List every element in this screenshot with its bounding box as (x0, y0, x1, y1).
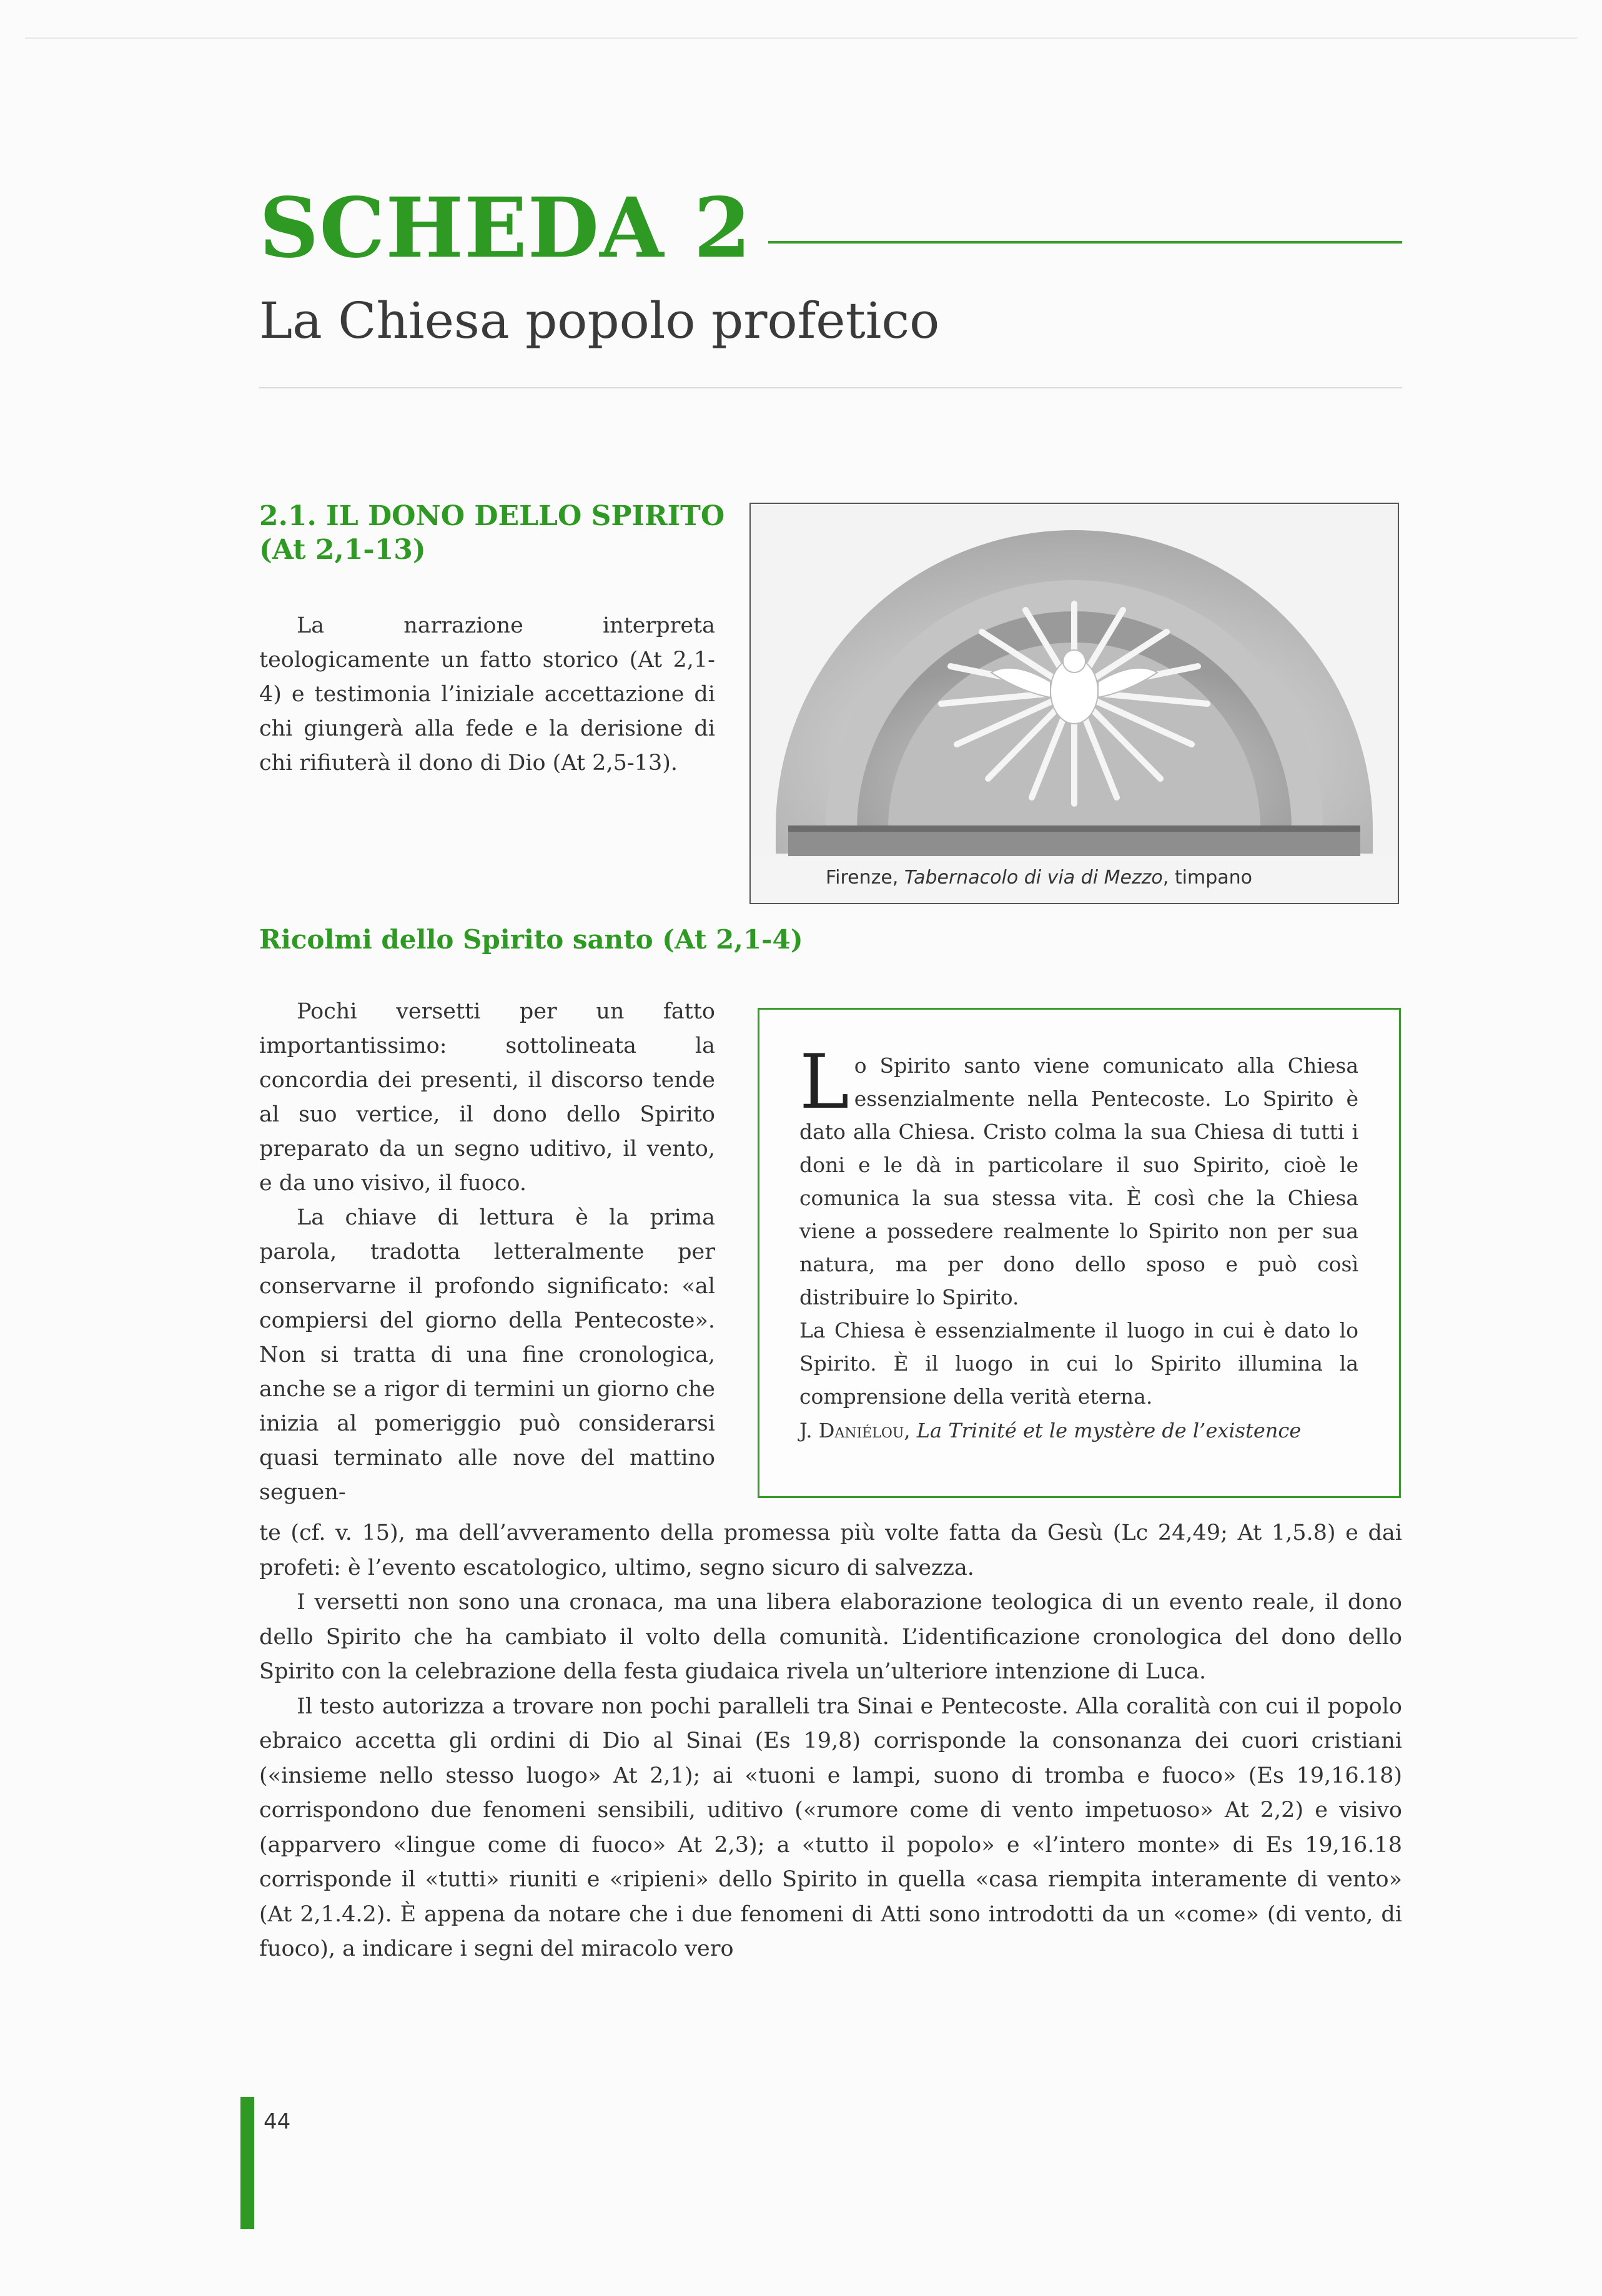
tympanum-illustration (751, 504, 1398, 903)
author-initial: J. (799, 1419, 819, 1442)
title-rule (768, 241, 1402, 244)
quote-text-1: o Spirito santo viene comunicato alla Chiesa essenzialmente nella Pentecoste. Lo Spirito è dato alla Chiesa. Cristo colma la sua Chiesa di tutti i doni e le dà in particolare il suo Spirito, cioè le comunica la sua stessa vita. È così che la Chiesa viene a possedere realmente lo Spirito non per sua natura, ma per dono dello sposo e può così distribuire lo Spirito. (799, 1053, 1358, 1309)
page-subtitle: La Chiesa popolo profetico (259, 292, 940, 350)
photo-tympanum (749, 503, 1399, 904)
intro-text (259, 609, 715, 781)
author-sep: , (904, 1419, 917, 1442)
author-name: Daniélou (818, 1419, 904, 1442)
caption-title: Tabernacolo di via di Mezzo (904, 867, 1163, 889)
paragraph-3: I versetti non sono una cronaca, ma una libera elaborazione teologica di un evento reale, il dono dello Spirito che ha cambiato il volto della comunità. L’identificazione cronologica del dono dello Spirito con la celebrazione della festa giudaica rivela un’ulteriore intenzione di Luca. (259, 1590, 1402, 1684)
column-text (259, 995, 715, 1510)
paragraph-2-column: La chiave di lettura è la prima parola, tradotta letteralmente per conservarne il profondo significato: «al compiersi del giorno della Pentecoste». Non si tratta di una fine cronologica, anche se a rigor di termini un giorno che inizia al pomeriggio può considerarsi quasi terminato alle nove del mattino seguen- (259, 1205, 715, 1505)
quote-attribution (799, 1414, 1358, 1447)
quote-paragraph-1 (799, 1039, 1358, 1314)
section-heading (259, 500, 746, 567)
scheda-title: SCHEDA 2 (259, 180, 752, 277)
paragraph-2-continued: te (cf. v. 15), ma dell’avveramento della promessa più volte fatta da Gesù (Lc 24,49; At 1,5.8) e dai profeti: è l’evento escatologico, ultimo, segno sicuro di salvezza. (259, 1520, 1402, 1580)
section-heading-line2: (At 2,1-13) (259, 534, 426, 566)
quote-dropcap: L (799, 1039, 849, 1126)
page-edge (25, 37, 1577, 39)
subtitle-rule (259, 387, 1402, 388)
section-heading-line1: 2.1. IL DONO DELLO SPIRITO (259, 500, 725, 532)
sub-heading: Ricolmi dello Spirito santo (At 2,1-4) (259, 924, 803, 955)
photo-caption (784, 867, 1252, 889)
work-title: La Trinité et le mystère de l’existence (916, 1419, 1302, 1442)
quote-text (799, 1039, 1358, 1447)
page-number: 44 (264, 2109, 291, 2134)
paragraph-4: Il testo autorizza a trovare non pochi paralleli tra Sinai e Pentecoste. Alla coralità con cui il popolo ebraico accetta gli ordini di Dio al Sinai (Es 19,8) corrisponde la consonanza dei cuori cristiani («insieme nello stesso luogo» At 2,1); ai «tuoni e lampi, suono di tromba e fuoco» (Es 19,16.18) corrispondono due fenomeni sensibili, uditivo («rumore come di vento impetuoso» At 2,2) e visivo (apparvero «lingue come di fuoco» At 2,3); a «tutto il popolo» e «l’intero monte» di Es 19,16.18 corrisponde il «tutti» riuniti e «ripieni» dello Spirito in quella «casa riempita interamente di vento» (At 2,1.4.2). È appena da notare che i due fenomeni di Atti sono introdotti da un «come» (di vento, di fuoco), a indicare i segni del miracolo vero (259, 1693, 1402, 1961)
caption-place: Firenze, (826, 867, 904, 889)
intro-paragraph: La narrazione interpreta teologicamente un fatto storico (At 2,1-4) e testimonia l’iniziale accettazione di chi giungerà alla fede e la derisione di chi rifiuterà il dono di Dio (At 2,5-13). (259, 613, 715, 776)
page-marker-bar (240, 2097, 254, 2229)
caption-rest: , timpano (1162, 867, 1252, 889)
full-width-text (259, 1516, 1402, 1967)
paragraph-1: Pochi versetti per un fatto importantissimo: sottolineata la concordia dei presenti, il discorso tende al suo vertice, il dono dello Spirito preparato da un segno uditivo, il vento, e da uno visivo, il fuoco. (259, 999, 715, 1196)
quote-paragraph-2: La Chiesa è essenzialmente il luogo in cui è dato lo Spirito. È il luogo in cui lo Spirito illumina la comprensione della verità eterna. (799, 1318, 1358, 1409)
